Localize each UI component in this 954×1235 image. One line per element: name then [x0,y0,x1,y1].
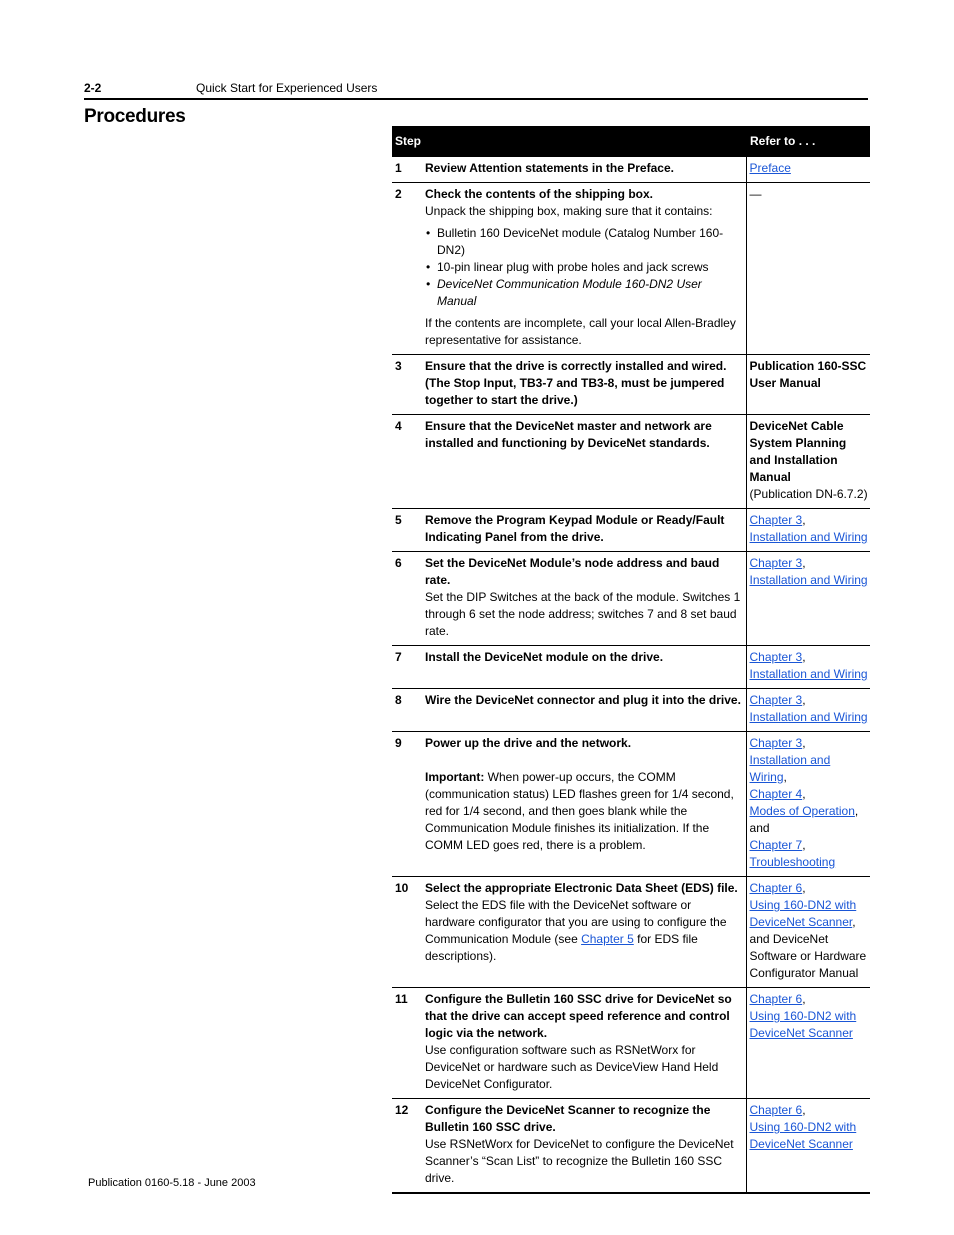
page-number: 2-2 [84,81,102,95]
table-row: 6 Set the DeviceNet Module’s node address and baud rate. Set the DIP Switches at the back of the module. Switches 1 through 6 set the node address; switches 7 and 8 set baud rate. Chapter 3, Installation and Wiring [392,552,870,646]
step-title: Check the contents of the shipping box. [425,187,654,201]
step-number: 7 [392,646,422,689]
ref-publication: Publication 160-SSC User Manual [746,355,870,415]
step-number: 11 [392,988,422,1099]
section-title: Procedures [84,106,186,127]
ref-link-section[interactable]: Using 160-DN2 with DeviceNet Scanner [749,1120,857,1151]
table-row: 5 Remove the Program Keypad Module or Ready/Fault Indicating Panel from the drive. Chapter 3, Installation and Wiring [392,509,870,552]
step-title: Power up the drive and the network. [425,736,632,750]
ref-publication-number: (Publication DN-6.7.2) [749,487,868,501]
step-number: 1 [392,157,422,183]
table-header-row [392,126,870,157]
step-body: Use configuration software such as RSNetWorx for DeviceNet or hardware such as DeviceView Hand Held DeviceNet Configurator. [425,1043,719,1091]
table-row: 8 Wire the DeviceNet connector and plug it into the drive. Chapter 3, Installation and Wiring [392,689,870,732]
step-number: 3 [392,355,422,415]
column-header-refer: Refer to . . . [746,126,870,157]
ref-link-preface[interactable]: Preface [749,161,791,175]
ref-link-chapter[interactable]: Chapter 3 [749,513,803,527]
step-number: 5 [392,509,422,552]
step-number: 6 [392,552,422,646]
ref-text: and DeviceNet Software or Hardware Configurator Manual [749,932,867,980]
step-number: 4 [392,415,422,509]
step-number: 9 [392,732,422,877]
important-label: Important: [425,770,485,784]
important-note [425,769,742,854]
ref-link-chapter[interactable]: Chapter 7 [749,838,803,852]
column-header-step: Step [392,126,746,157]
ref-and: and [749,821,770,835]
step-title: Remove the Program Keypad Module or Ready/Fault Indicating Panel from the drive. [422,509,746,552]
ref-link-section[interactable]: Modes of Operation [749,804,855,818]
ref-manual-title: DeviceNet Cable System Planning and Installation Manual [749,419,847,484]
step-title: Configure the Bulletin 160 SSC drive for DeviceNet so that the drive can accept speed reference and control logic via the network. [425,992,732,1040]
step-body: Set the DIP Switches at the back of the module. Switches 1 through 6 set the node address; switches 7 and 8 set baud rate. [425,590,741,638]
step-number: 10 [392,877,422,988]
step-title: Set the DeviceNet Module’s node address and baud rate. [425,556,720,587]
ref-link-chapter[interactable]: Chapter 3 [749,736,803,750]
ref-link-chapter[interactable]: Chapter 6 [749,881,803,895]
ref-link-section[interactable]: Installation and Wiring [749,667,868,681]
list-item: • Bulletin 160 DeviceNet module (Catalog Number 160-DN2) [437,225,742,259]
ref-link-section[interactable]: Installation and Wiring [749,573,868,587]
step-note: If the contents are incomplete, call your local Allen-Bradley representative for assistance. [425,316,736,347]
header-rule [84,98,868,100]
table-row: 11 Configure the Bulletin 160 SSC drive for DeviceNet so that the drive can accept speed reference and control logic via the network. Use configuration software such as RSNetWorx for DeviceNet or hardware such as DeviceView Hand Held DeviceNet Configurator. Chapter 6, Using 160-DN2 with DeviceNet Scanner [392,988,870,1099]
table-row: 9 Power up the drive and the network. Important: When power-up occurs, the COMM (communication status) LED flashes green for 1/4 second, red for 1/4 second, and then goes blank while the Communication Module finishes its initialization. If the COMM LED goes red, there is a problem. Chapter 3, Installation and Wiring, Chapter 4, Modes of Operation, and Chapter 7, Troubleshooting [392,732,870,877]
footer-publication: Publication 0160-5.18 - June 2003 [88,1177,256,1189]
running-head: Quick Start for Experienced Users [196,81,378,95]
step-number: 2 [392,183,422,355]
step-title: Install the DeviceNet module on the drive. [422,646,746,689]
table-row: 7 Install the DeviceNet module on the drive. Chapter 3, Installation and Wiring [392,646,870,689]
ref-link-section[interactable]: Installation and Wiring [749,753,831,784]
table-row [392,415,870,509]
step-number: 12 [392,1099,422,1194]
contents-list [425,225,742,310]
ref-link-chapter[interactable]: Chapter 3 [749,693,803,707]
ref-link-chapter[interactable]: Chapter 6 [749,1103,803,1117]
step-title: Ensure that the DeviceNet master and network are installed and functioning by DeviceNet standards. [422,415,746,509]
procedures-table [392,126,870,1194]
ref-link-section[interactable]: Using 160-DN2 with DeviceNet Scanner [749,1009,857,1040]
list-item: • DeviceNet Communication Module 160-DN2 User Manual [437,276,742,310]
step-title: Select the appropriate Electronic Data Sheet (EDS) file. [425,881,738,895]
ref-link-chapter[interactable]: Chapter 4 [749,787,803,801]
ref-dash: — [746,183,870,355]
step-body: Use RSNetWorx for DeviceNet to configure the DeviceNet Scanner’s “Scan List” to recognize the Bulletin 160 SSC drive. [425,1137,734,1185]
step-body: Unpack the shipping box, making sure that it contains: [425,204,713,218]
important-text: When power-up occurs, the COMM (communication status) LED flashes green for 1/4 second, red for 1/4 second, and then goes blank while the Communication Module finishes its initialization. If the COMM LED goes red, there is a problem. [425,770,734,852]
ref-link-chapter[interactable]: Chapter 3 [749,556,803,570]
step-title: Wire the DeviceNet connector and plug it into the drive. [422,689,746,732]
ref-link-section[interactable]: Installation and Wiring [749,710,868,724]
step-body: Select the EDS file with the DeviceNet software or hardware configurator that you are using to configure the Communication Module (see Chapter 5 for EDS file descriptions). [425,898,727,963]
body-link-chapter[interactable]: Chapter 5 [581,932,634,946]
ref-link-chapter[interactable]: Chapter 6 [749,992,803,1006]
step-number: 8 [392,689,422,732]
step-title: Review Attention statements in the Preface. [422,157,746,183]
ref-link-chapter[interactable]: Chapter 3 [749,650,803,664]
table-row: 12 Configure the DeviceNet Scanner to recognize the Bulletin 160 SSC drive. Use RSNetWorx for DeviceNet to configure the DeviceNet Scanner’s “Scan List” to recognize the Bulletin 160 SSC drive. Chapter 6, Using 160-DN2 with DeviceNet Scanner [392,1099,870,1194]
table-row [392,157,870,183]
step-title: Configure the DeviceNet Scanner to recognize the Bulletin 160 SSC drive. [425,1103,711,1134]
table-row: 10 Select the appropriate Electronic Data Sheet (EDS) file. Select the EDS file with the DeviceNet software or hardware configurator that you are using to configure the Communication Module (see Chapter 5 for EDS file descriptions). Chapter 6, Using 160-DN2 with DeviceNet Scanner, and DeviceNet Software or Hardware Configurator Manual [392,877,870,988]
step-title: Ensure that the drive is correctly installed and wired. (The Stop Input, TB3-7 and TB3-8, must be jumpered together to start the drive.) [422,355,746,415]
table-row [392,183,870,355]
ref-link-section[interactable]: Installation and Wiring [749,530,868,544]
ref-link-section[interactable]: Using 160-DN2 with DeviceNet Scanner [749,898,857,929]
ref-link-section[interactable]: Troubleshooting [749,855,836,869]
list-item: • 10-pin linear plug with probe holes and jack screws [437,259,742,276]
table-row [392,355,870,415]
